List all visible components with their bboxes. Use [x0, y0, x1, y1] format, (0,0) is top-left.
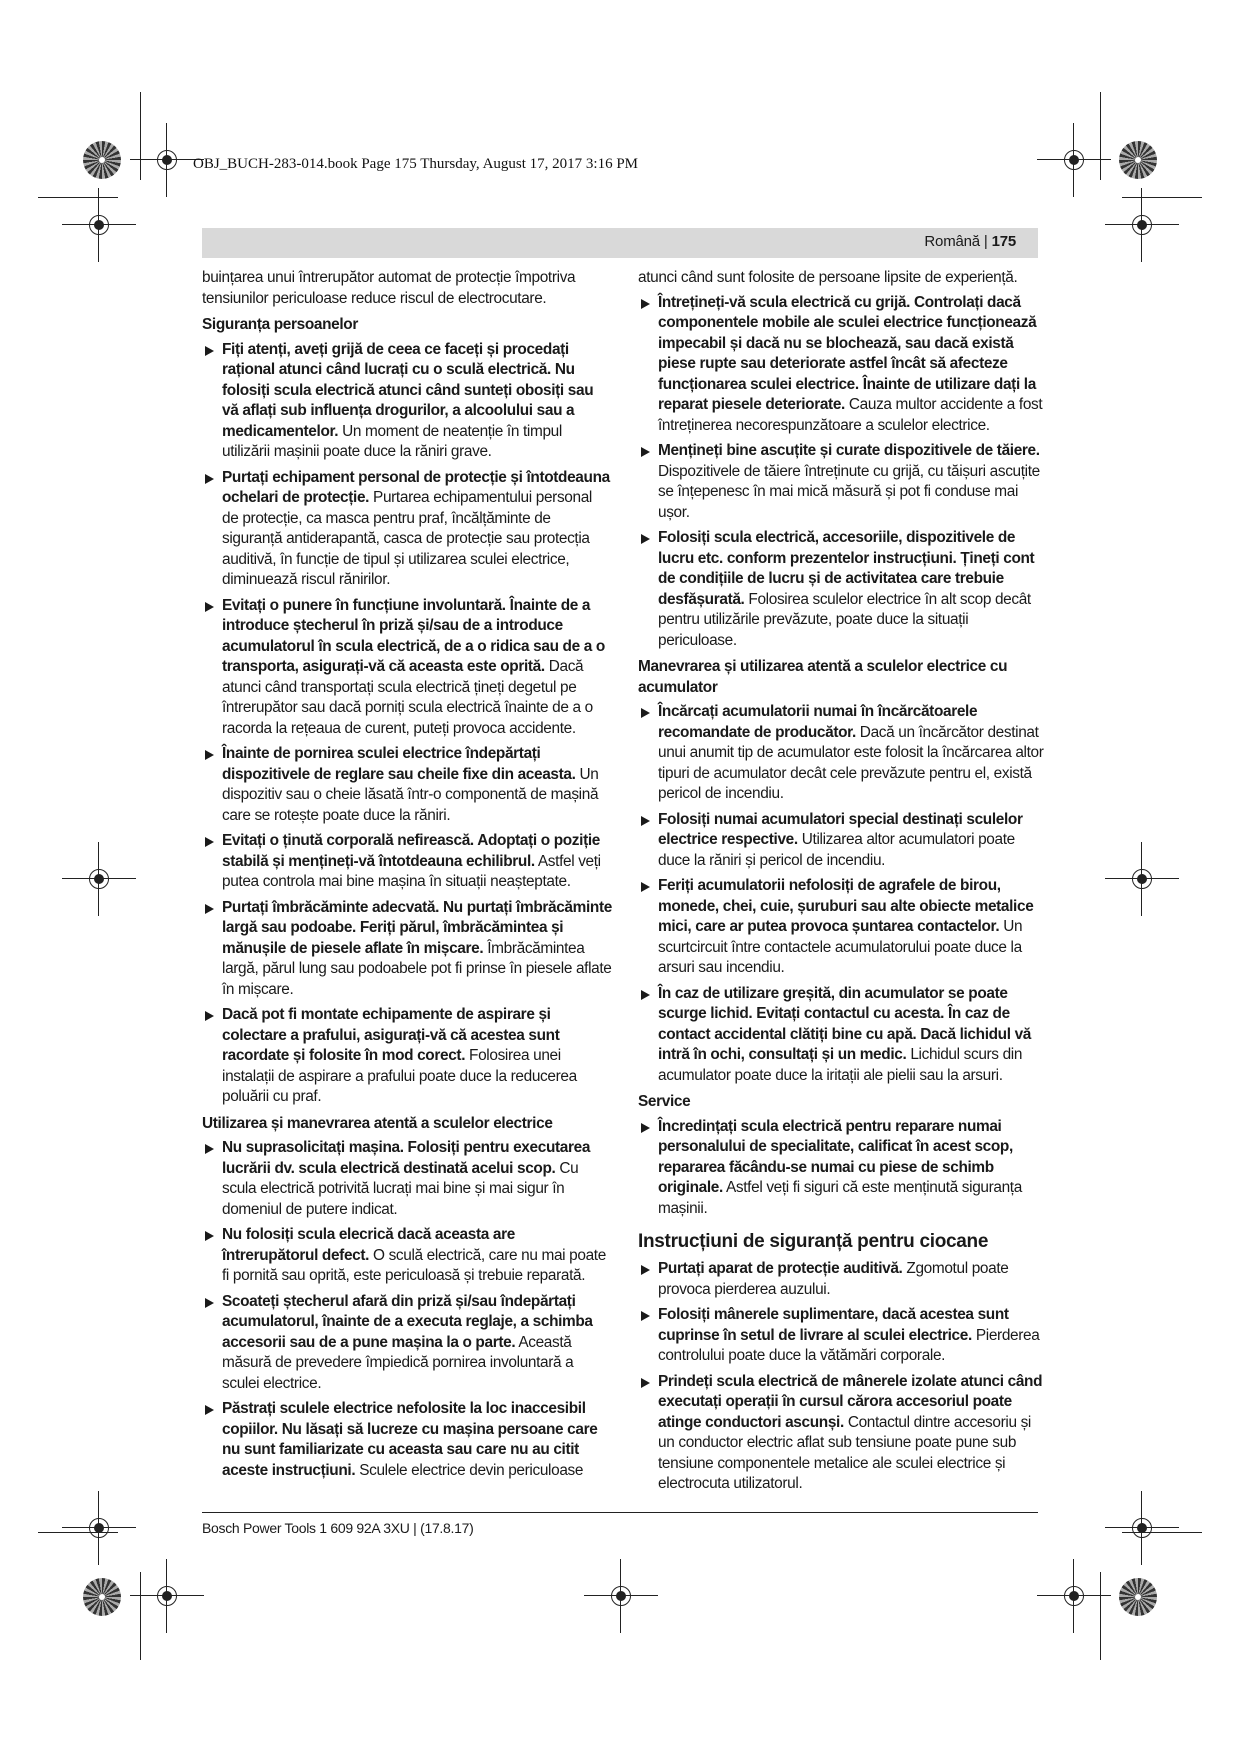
item-text: Purtarea echipamentului personal de protecție, ca masca pentru praf, încălțăminte de siguranță antiderapantă, casca de protecție sau protecția auditivă, în funcție de tipul și utilizarea sculei electrice, diminuează riscul rănirilor.: [222, 489, 592, 588]
bullet-triangle-icon: [641, 299, 650, 309]
item-bold: Folosiți mânerele suplimentare, dacă acestea sunt cuprinse în setul de livrare al sculei electrice.: [658, 1306, 1009, 1344]
bullet-triangle-icon: [641, 534, 650, 544]
list-item: [638, 702, 1048, 805]
bullet-triangle-icon: [641, 1378, 650, 1388]
item-bold: Feriți acumulatorii nefolosiți de agrafele de birou, monede, chei, cuie, șuruburi sau alte obiecte metalice mici, care ar putea provoca șuntarea contactelor.: [658, 877, 1034, 935]
bullet-triangle-icon: [641, 990, 650, 1000]
item-bold: Prindeți scula electrică de mânerele izolate atunci când executați operații în cursul cărora accesoriul poate atinge conductori ascunși.: [658, 1372, 1043, 1431]
list-item: [202, 596, 612, 740]
hammer-section-title: Instrucțiuni de siguranță pentru ciocane: [638, 1231, 989, 1252]
header-language: Română: [924, 233, 980, 250]
book-info: OBJ_BUCH-283-014.book Page 175 Thursday, August 17, 2017 3:16 PM: [193, 156, 639, 172]
left-intro: buințarea unui întrerupător automat de protecție împotriva tensiunilor periculoase reduce riscul de electrocutare.: [202, 269, 576, 307]
bullet-triangle-icon: [641, 882, 650, 892]
right-intro: atunci când sunt folosite de persoane lipsite de experiență.: [638, 269, 1018, 286]
list-item: [202, 744, 612, 826]
item-text: Folosirea unei instalații de aspirare a prafului poate duce la reducerea poluării cu praf.: [222, 1047, 577, 1105]
registration-mark-icon: [84, 210, 114, 240]
list-item: [202, 1138, 612, 1220]
item-bold: Evitați o ținută corporală nefirească. Adoptați o poziție stabilă și mențineți-vă întotdeauna echilibrul.: [222, 832, 600, 870]
item-text: Cu scula electrică potrivită lucrați mai bine și mai sigur în domeniul de putere indicat.: [222, 1159, 579, 1218]
list-item: [202, 468, 612, 591]
item-text: Utilizarea altor acumulatori poate duce la răniri și pericol de incendiu.: [658, 831, 1015, 869]
item-text: O sculă electrică, care nu mai poate fi pornită sau oprită, este periculoasă și trebuie reparată.: [222, 1246, 606, 1284]
page-number: 175: [991, 233, 1016, 250]
item-bold: Evitați o punere în funcțiune involuntară. Înainte de a introduce ștecherul în priză și/sau de a introduce acumulatorul în scula electrică, de a o ridica sau de a o transporta, asigurați-vă că aceasta este oprită.: [222, 596, 605, 675]
crop-line: [1100, 1572, 1101, 1660]
item-text: Lichidul scurs din acumulator poate duce la iritații ale pielii sau la arsuri.: [658, 1046, 1023, 1084]
bullet-triangle-icon: [641, 447, 650, 457]
page-footer: Bosch Power Tools 1 609 92A 3XU | (17.8.17): [202, 1520, 474, 1536]
list-item: [638, 876, 1048, 979]
item-text: Un dispozitiv sau o cheie lăsată într-o componentă de mașină care se rotește poate duce la răniri.: [222, 765, 599, 824]
bullet-triangle-icon: [205, 346, 214, 356]
header-label: Română | 175: [924, 233, 1016, 250]
item-text: Dispozitivele de tăiere întreținute cu grijă, cu tăișuri ascuțite se înțepenesc în mai mică măsură și pot fi conduse mai ușor.: [658, 462, 1040, 521]
registration-mark-icon: [1059, 145, 1089, 175]
crop-line: [1100, 92, 1101, 180]
bullet-triangle-icon: [641, 1311, 650, 1321]
list-item: [202, 1399, 612, 1481]
list-item: [638, 441, 1048, 523]
bullet-triangle-icon: [205, 1231, 214, 1241]
bullet-triangle-icon: [205, 1011, 214, 1021]
registration-mark-icon: [1127, 864, 1157, 894]
registration-mark-icon: [1127, 1513, 1157, 1543]
item-bold: Păstrați sculele electrice nefolosite la loc inaccesibil copiilor. Nu lăsați să lucreze cu mașina persoane care nu sunt familiarizate cu aceasta sau care nu au citit aceste instrucțiuni.: [222, 1400, 598, 1479]
color-rosette-icon: [83, 1578, 121, 1616]
item-bold: Fiți atenți, aveți grijă de ceea ce faceți și procedați rațional atunci când lucrați cu o sculă electrică. Nu folosiți scula electrică atunci când sunteți obosiți sau vă aflați sub influența drogurilor, a alcoolului sau a medicamentelor.: [222, 340, 594, 440]
bullet-triangle-icon: [205, 1298, 214, 1308]
item-text: Dacă atunci când transportați scula electrică țineți degetul pe întrerupător sau dacă porniți scula electrică înainte de a o racorda la rețeaua de curent, puteți provoca accidente.: [222, 658, 593, 737]
bullet-triangle-icon: [205, 602, 214, 612]
list-item: [638, 1305, 1048, 1367]
color-rosette-icon: [1119, 141, 1157, 179]
item-bold: Dacă pot fi montate echipamente de aspirare și colectare a prafului, asigurați-vă că acestea sunt racordate și folosite în mod corect.: [222, 1006, 560, 1064]
list-item: [638, 810, 1048, 872]
bullet-triangle-icon: [641, 816, 650, 826]
item-text: Zgomotul poate provoca pierderea auzului.: [658, 1260, 1009, 1298]
list-item: [202, 831, 612, 893]
item-text: Cauza multor accidente a fost întreținerea necorespunzătoare a sculelor electrice.: [658, 396, 1043, 434]
list-item: [202, 340, 612, 463]
list-item: [638, 528, 1048, 651]
item-text: Un scurtcircuit între contactele acumulatorului poate duce la arsuri sau incendiu.: [658, 918, 1023, 976]
item-bold: Întrețineți-vă scula electrică cu grijă. Controlați dacă componentele mobile ale sculei electrice funcționează impecabil și dacă nu se blochează, sau dacă există piese rupte sau deteriorate astfel încât să afecteze funcționarea sculei electrice. Înainte de utilizare dați la reparat piesele deteriorate.: [658, 293, 1037, 413]
registration-mark-icon: [84, 1513, 114, 1543]
bullet-triangle-icon: [641, 1265, 650, 1275]
item-bold: Purtați echipament personal de protecție și întotdeauna ochelari de protecție.: [222, 468, 610, 506]
page-header: [202, 228, 1038, 258]
list-item: [202, 1005, 612, 1108]
left-column: [202, 268, 612, 1486]
registration-mark-icon: [152, 145, 182, 175]
list-item: [202, 1225, 612, 1287]
item-text: Contactul dintre accesoriu și un conductor electric aflat sub tensiune poate pune sub tensiune componentele metalice ale sculei electrice și electrocuta utilizatorul.: [658, 1413, 1031, 1492]
item-text: Astfel veți fi siguri că este menținută siguranța mașinii.: [658, 1179, 1022, 1217]
item-bold: Nu suprasolicitați mașina. Folosiți pentru executarea lucrării dv. scula electrică destinată acelui scop.: [222, 1139, 591, 1177]
registration-mark-icon: [1059, 1581, 1089, 1611]
item-text: Îmbrăcămintea largă, părul lung sau podoabele pot fi prinse în piesele aflate în mișcare.: [222, 939, 612, 998]
item-bold: Folosiți numai acumulatori special destinați sculelor electrice respective.: [658, 810, 1023, 848]
list-item: [202, 898, 612, 1001]
crop-line: [38, 197, 118, 198]
registration-mark-icon: [606, 1581, 636, 1611]
bullet-triangle-icon: [641, 708, 650, 718]
bullet-triangle-icon: [205, 904, 214, 914]
bullet-triangle-icon: [205, 1405, 214, 1415]
item-text: Sculele electrice devin periculoase: [355, 1461, 584, 1479]
right-column: [638, 268, 1048, 1500]
item-text: Dacă un încărcător destinat unui anumit tip de acumulator este folosit la încărcarea altor tipuri de acumulator decât cele prevăzute pentru el, există pericol de incendiu.: [658, 723, 1044, 802]
list-item: [638, 1259, 1048, 1300]
list-item: [638, 293, 1048, 437]
bullet-triangle-icon: [205, 750, 214, 760]
list-item: [638, 1372, 1048, 1495]
color-rosette-icon: [1119, 1578, 1157, 1616]
registration-mark-icon: [1127, 210, 1157, 240]
list-item: [638, 1117, 1048, 1220]
item-bold: În caz de utilizare greșită, din acumulator se poate scurge lichid. Evitați contactul cu acesta. În caz de contact accidental clătiți bine cu apă. Dacă lichidul vă intră în ochi, consultați și un medic.: [658, 984, 1031, 1063]
color-rosette-icon: [83, 141, 121, 179]
item-text: Folosirea sculelor electrice în alt scop decât pentru utilizările prevăzute, poate duce la situații periculoase.: [658, 590, 1031, 649]
item-bold: Purtați îmbrăcăminte adecvată. Nu purtați îmbrăcăminte largă sau podoabe. Feriți părul, îmbrăcămintea și mănușile de piesele aflate în mișcare.: [222, 898, 612, 957]
registration-mark-icon: [84, 864, 114, 894]
bullet-triangle-icon: [205, 837, 214, 847]
item-bold: Folosiți scula electrică, accesoriile, dispozitivele de lucru etc. conform prezentelor instrucțiuni. Țineți cont de condițiile de lucru și de activitatea care trebuie desfășurată.: [658, 529, 1035, 608]
footer-rule: [202, 1512, 1038, 1513]
crop-line: [140, 92, 141, 180]
item-text: Un moment de neatenție în timpul utilizării mașinii poate duce la răniri grave.: [222, 422, 562, 460]
bullet-triangle-icon: [641, 1123, 650, 1133]
bullet-triangle-icon: [205, 1144, 214, 1154]
registration-mark-icon: [152, 1581, 182, 1611]
item-bold: Încredințați scula electrică pentru reparare numai personalului de specialitate, calificat în acest scop, repararea făcându-se numai cu piese de schimb originale.: [658, 1117, 1013, 1196]
item-bold: Mențineți bine ascuțite și curate dispozitivele de tăiere.: [658, 442, 1040, 459]
bullet-triangle-icon: [205, 474, 214, 484]
section-title: Utilizarea și manevrarea atentă a sculelor electrice: [202, 1114, 553, 1132]
item-text: Astfel veți putea controla mai bine mașina în situații neașteptate.: [222, 852, 601, 890]
item-bold: Nu folosiți scula elecrică dacă aceasta are întrerupătorul defect.: [222, 1226, 515, 1264]
section-title: Manevrarea și utilizarea atentă a sculelor electrice cu acumulator: [638, 658, 1008, 696]
item-bold: Încărcați acumulatorii numai în încărcătoarele recomandate de producător.: [658, 703, 978, 741]
item-text: Pierderea controlului poate duce la vătămări corporale.: [658, 1326, 1040, 1364]
item-text: Această măsură de prevedere împiedică pornirea involuntară a sculei electrice.: [222, 1333, 574, 1392]
crop-line: [1122, 197, 1202, 198]
item-bold: Scoateți ștecherul afară din priză și/sau îndepărtați acumulatorul, înainte de a executa reglaje, a schimba accesorii sau de a pune mașina la o parte.: [222, 1292, 593, 1351]
item-bold: Înainte de pornirea sculei electrice îndepărtați dispozitivele de reglare sau cheile fixe din aceasta.: [222, 745, 576, 783]
section-title: Siguranța persoanelor: [202, 316, 359, 333]
list-item: [638, 984, 1048, 1087]
section-title: Service: [638, 1093, 691, 1110]
item-bold: Purtați aparat de protecție auditivă.: [658, 1260, 903, 1277]
crop-line: [140, 1572, 141, 1660]
list-item: [202, 1292, 612, 1395]
